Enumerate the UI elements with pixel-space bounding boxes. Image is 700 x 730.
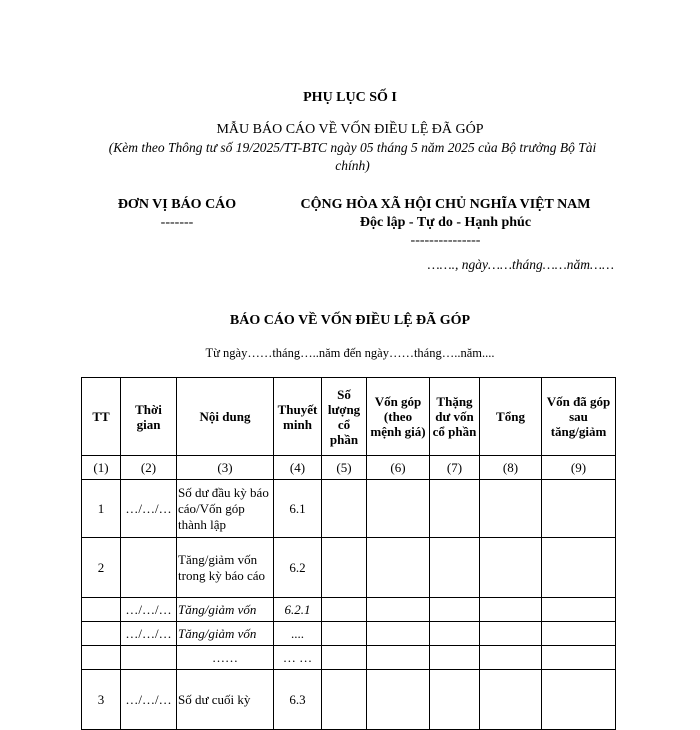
empty-cell bbox=[480, 622, 542, 646]
empty-cell bbox=[430, 480, 480, 538]
national-heading-block bbox=[283, 196, 608, 250]
capital-report-table bbox=[81, 377, 616, 730]
empty-cell bbox=[322, 480, 367, 538]
col-header-tt: TT bbox=[82, 378, 121, 456]
table-row bbox=[82, 622, 616, 646]
empty-cell bbox=[367, 538, 430, 598]
row-tt: 3 bbox=[82, 670, 121, 730]
col-number: (5) bbox=[322, 456, 367, 480]
empty-cell bbox=[480, 598, 542, 622]
empty-cell bbox=[542, 646, 616, 670]
col-header-total: Tổng bbox=[480, 378, 542, 456]
empty-cell bbox=[367, 622, 430, 646]
col-header-share-premium: Thặng dư vốn cổ phần bbox=[430, 378, 480, 456]
col-header-capital-after: Vốn đã góp sau tăng/giảm bbox=[542, 378, 616, 456]
empty-cell bbox=[542, 538, 616, 598]
row-tt bbox=[82, 646, 121, 670]
row-note: 6.3 bbox=[274, 670, 322, 730]
col-number: (3) bbox=[177, 456, 274, 480]
legal-basis-note: (Kèm theo Thông tư số 19/2025/TT-BTC ngày 05 tháng 5 năm 2025 của Bộ trưởng Bộ Tài chính) bbox=[108, 140, 597, 173]
appendix-label: PHỤ LỤC SỐ I bbox=[303, 90, 397, 105]
col-header-note: Thuyết minh bbox=[274, 378, 322, 456]
nation-name: CỘNG HÒA XÃ HỘI CHỦ NGHĨA VIỆT NAM bbox=[300, 197, 591, 212]
col-header-content: Nội dung bbox=[177, 378, 274, 456]
empty-cell bbox=[367, 480, 430, 538]
row-note: … … bbox=[274, 646, 322, 670]
row-note: 6.2 bbox=[274, 538, 322, 598]
col-header-shares: Số lượng cổ phần bbox=[322, 378, 367, 456]
row-time: …/…/… bbox=[121, 480, 177, 538]
row-time bbox=[121, 538, 177, 598]
empty-cell bbox=[322, 598, 367, 622]
empty-cell bbox=[480, 646, 542, 670]
row-content: Tăng/giảm vốn bbox=[177, 598, 274, 622]
row-tt: 1 bbox=[82, 480, 121, 538]
nation-motto: Độc lập - Tự do - Hạnh phúc bbox=[359, 215, 532, 230]
row-content: Tăng/giảm vốn bbox=[177, 622, 274, 646]
reporting-unit-name: ĐƠN VỊ BÁO CÁO bbox=[117, 197, 237, 212]
reporting-unit-block bbox=[106, 196, 248, 232]
report-title: BÁO CÁO VỀ VỐN ĐIỀU LỆ ĐÃ GÓP bbox=[229, 313, 471, 328]
col-number: (6) bbox=[367, 456, 430, 480]
col-number: (4) bbox=[274, 456, 322, 480]
row-tt bbox=[82, 622, 121, 646]
report-period: Từ ngày……tháng…..năm đến ngày……tháng…..năm.... bbox=[205, 346, 495, 360]
col-header-time: Thời gian bbox=[121, 378, 177, 456]
row-content: …… bbox=[177, 646, 274, 670]
row-time: …/…/… bbox=[121, 598, 177, 622]
row-time: …/…/… bbox=[121, 670, 177, 730]
row-content: Số dư cuối kỳ bbox=[177, 670, 274, 730]
date-line: ……., ngày……tháng……năm…… bbox=[427, 257, 614, 272]
col-header-par-capital: Vốn góp (theo mệnh giá) bbox=[367, 378, 430, 456]
col-number: (1) bbox=[82, 456, 121, 480]
empty-cell bbox=[367, 598, 430, 622]
empty-cell bbox=[322, 622, 367, 646]
empty-cell bbox=[322, 646, 367, 670]
table-header-row bbox=[82, 378, 616, 456]
reporting-unit-dash: ------- bbox=[160, 215, 194, 230]
row-note: .... bbox=[274, 622, 322, 646]
empty-cell bbox=[542, 480, 616, 538]
empty-cell bbox=[480, 480, 542, 538]
table-row bbox=[82, 480, 616, 538]
empty-cell bbox=[367, 646, 430, 670]
form-title: MẪU BÁO CÁO VỀ VỐN ĐIỀU LỆ ĐÃ GÓP bbox=[216, 122, 484, 137]
empty-cell bbox=[480, 538, 542, 598]
empty-cell bbox=[542, 598, 616, 622]
table-row bbox=[82, 538, 616, 598]
row-content: Tăng/giảm vốn trong kỳ báo cáo bbox=[177, 538, 274, 598]
row-note: 6.1 bbox=[274, 480, 322, 538]
nation-dash: --------------- bbox=[410, 233, 481, 248]
row-content: Số dư đầu kỳ báo cáo/Vốn góp thành lập bbox=[177, 480, 274, 538]
row-tt: 2 bbox=[82, 538, 121, 598]
column-number-row bbox=[82, 456, 616, 480]
empty-cell bbox=[322, 538, 367, 598]
empty-cell bbox=[542, 622, 616, 646]
row-time: …/…/… bbox=[121, 622, 177, 646]
row-tt bbox=[82, 598, 121, 622]
col-number: (7) bbox=[430, 456, 480, 480]
col-number: (8) bbox=[480, 456, 542, 480]
table-row bbox=[82, 598, 616, 622]
row-time bbox=[121, 646, 177, 670]
row-note: 6.2.1 bbox=[274, 598, 322, 622]
empty-cell bbox=[430, 622, 480, 646]
empty-cell bbox=[430, 538, 480, 598]
empty-cell bbox=[430, 598, 480, 622]
col-number: (2) bbox=[121, 456, 177, 480]
col-number: (9) bbox=[542, 456, 616, 480]
empty-cell bbox=[430, 646, 480, 670]
table-row bbox=[82, 646, 616, 670]
